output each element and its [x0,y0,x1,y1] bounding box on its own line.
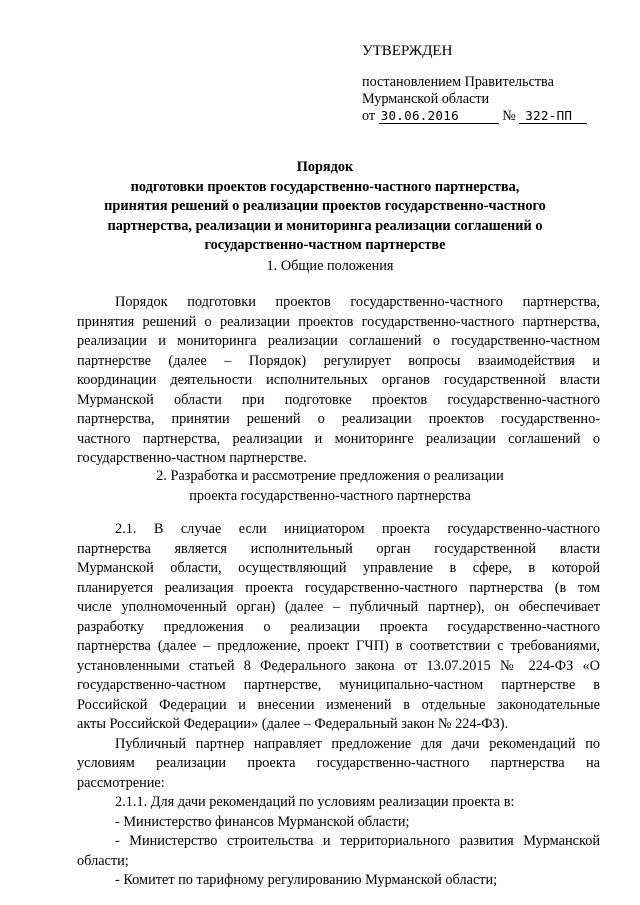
title-line: Порядок [296,159,354,175]
text-line: реализации и мониторинга реализации соглашений о государственно-частном [77,333,600,349]
section-1-heading [80,257,580,277]
approval-heading: УТВЕРЖДЕН [362,43,453,59]
section-2-heading-line: проекта государственно-частного партнерства [189,487,471,504]
title-line: государственно-частном партнерстве [204,237,446,253]
decree-number: 322-ПП [519,109,587,124]
text-line: Мурманской области, осуществляющий управление в сфере, в которой [77,560,600,576]
list-item-continuation: области; [77,852,129,869]
text-line: разработку предложения о реализации проекта государственно-частного [77,618,600,635]
text-line: Мурманской области при подготовке проектов государственно-частного [77,391,600,408]
text-line: партнерства является исполнительный орган государственной власти [77,540,600,557]
text-line: планируется реализация проекта государственно-частного партнерства (в том [77,579,600,596]
title-line: принятия решений о реализации проектов государственно-частного [104,198,546,214]
title-line: подготовки проектов государственно-частного партнерства, [130,178,520,195]
text-line: партнерстве (далее – Порядок) регулирует вопросы взаимодействия и [77,352,600,369]
text-line: числе уполномоченный орган) (далее – публичный партнер), он обеспечивает [77,599,600,615]
document-title [90,158,560,256]
text-line: принятия решений о реализации проектов государственно-частного партнерства, [77,313,600,330]
section-1-heading-text: 1. Общие положения [266,258,394,274]
text-line: Российской Федерации и внесении изменений в отдельные законодательные [77,696,600,713]
text-line: государственно-частном партнерстве, муниципально-частном партнерстве в [77,677,600,693]
section-2-1-paragraph [77,520,600,891]
approval-line-2: Мурманской области [362,91,490,107]
section-2-heading-line: 2. Разработка и рассмотрение предложения о реализации [156,468,504,484]
text-line: 2.1.1. Для дачи рекомендаций по условиям реализации проекта в: [115,794,515,810]
decree-date: 30.06.2016 [379,109,499,124]
section-1-paragraph [77,293,600,469]
approval-block [362,43,602,125]
text-line: Порядок подготовки проектов государственно-частного партнерства, [115,294,600,310]
text-line: координации деятельности исполнительных органов государственной власти [77,372,600,388]
approval-line-1: постановлением Правительства [362,74,554,90]
text-line: 2.1. В случае если инициатором проекта государственно-частного [115,521,600,537]
section-2-heading [80,467,580,506]
text-line: рассмотрение: [77,774,165,791]
text-line: акты Российской Федерации» (далее – Федеральный закон № 224-ФЗ). [77,716,509,732]
text-line: условиям реализации проекта государственно-частного партнерства на [77,755,600,771]
title-line: партнерства, реализации и мониторинга реализации соглашений о [107,217,543,234]
text-line: государственно-частном партнерстве. [77,450,307,466]
text-line: партнерства, принятии решений о реализации проектов государственно- [77,411,600,427]
list-item: - Комитет по тарифному регулированию Мурманской области; [115,872,498,888]
from-label: от [362,108,376,124]
text-line: установленными статьей 8 Федерального закона от 13.07.2015 № 224-ФЗ «О [77,657,600,674]
text-line: частного партнерства, реализации и мониторинге реализации соглашений о [77,430,600,447]
text-line: партнерства (далее – предложение, проект ГЧП) в соответствии с требованиями, [77,638,600,654]
list-item: - Министерство финансов Мурманской области; [115,813,410,830]
number-label: № [502,108,516,124]
approval-date-line [362,108,602,125]
text-line: Публичный партнер направляет предложение для дачи рекомендаций по [115,735,600,752]
list-item: - Министерство строительства и территориального развития Мурманской [115,833,600,849]
